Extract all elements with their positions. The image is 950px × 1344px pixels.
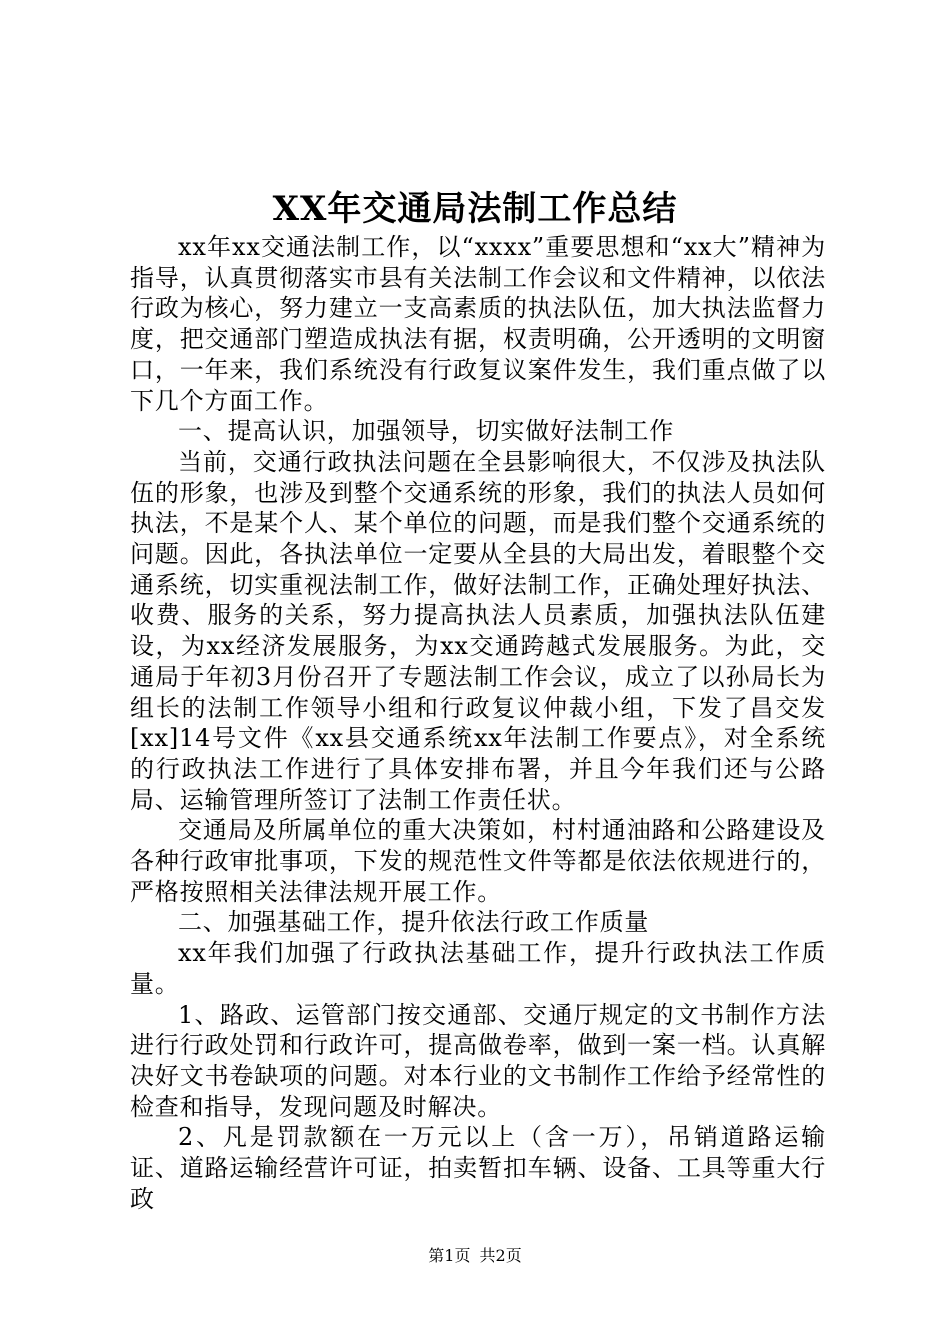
section-heading-2: 二、加强基础工作，提升依法行政工作质量 xyxy=(178,908,650,937)
paragraph-intro: xx年xx交通法制工作，以“xxxx”重要思想和“xx大”精神为指导，认真贯彻落实市县有关法制工作会议和文件精神，以依法行政为核心，努力建立一支高素质的执法队伍，加大执法监督力度，把交通部门塑造成执法有据，权责明确，公开透明的文明窗口，一年来，我们系统没有行政复议案件发生，我们重点做了以下几个方面工作。 xyxy=(130,233,826,415)
page-footer xyxy=(0,1245,950,1267)
list-item: 1、路政、运管部门按交通部、交通厅规定的文书制作方法进行行政处罚和行政许可，提高做卷率，做到一案一档。认真解决好文书卷缺项的问题。对本行业的文书制作工作给予经常性的检查和指导，发现问题及时解决。 xyxy=(130,1000,826,1121)
paragraph: xx年我们加强了行政执法基础工作，提升行政执法工作质量。 xyxy=(130,939,826,998)
document-title: XX年交通局法制工作总结 xyxy=(272,189,678,229)
page-number: 第1页 xyxy=(428,1246,471,1265)
page-total: 共2页 xyxy=(479,1246,522,1265)
document-body xyxy=(130,232,826,1215)
paragraph: 交通局及所属单位的重大决策如，村村通油路和公路建设及各种行政审批事项，下发的规范性文件等都是依法依规进行的，严格按照相关法律法规开展工作。 xyxy=(130,816,826,906)
section-heading-1: 一、提高认识，加强领导，切实做好法制工作 xyxy=(178,417,674,446)
list-item: 2、凡是罚款额在一万元以上（含一万），吊销道路运输证、道路运输经营许可证，拍卖暂扣车辆、设备、工具等重大行政 xyxy=(130,1123,826,1213)
paragraph: 当前，交通行政执法问题在全县影响很大，不仅涉及执法队伍的形象，也涉及到整个交通系统的形象，我们的执法人员如何执法，不是某个人、某个单位的问题，而是我们整个交通系统的问题。因此，各执法单位一定要从全县的大局出发，着眼整个交通系统，切实重视法制工作，做好法制工作，正确处理好执法、收费、服务的关系，努力提高执法人员素质，加强执法队伍建设，为xx经济发展服务，为xx交通跨越式发展服务。为此，交通局于年初3月份召开了专题法制工作会议，成立了以孙局长为组长的法制工作领导小组和行政复议仲裁小组，下发了昌交发[xx]14号文件《xx县交通系统xx年法制工作要点》，对全系统的行政执法工作进行了具体安排布署，并且今年我们还与公路局、运输管理所签订了法制工作责任状。 xyxy=(130,447,826,814)
